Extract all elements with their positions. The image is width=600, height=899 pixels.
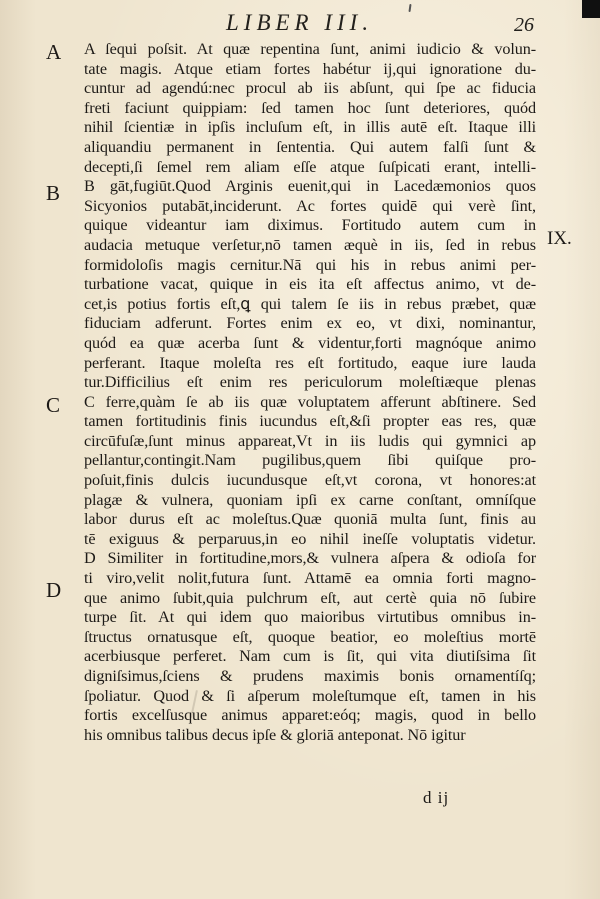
- text-line: perferant. Itaque moleſta res eſt fortitudo, eaque iure lauda: [84, 353, 536, 372]
- text-line: turpe ſit. At qui idem quo maioribus virtutibus omnibus in-: [84, 608, 536, 627]
- text-line: his omnibus talibus decus ipſe & gloriā anteponat. Nō igitur: [84, 725, 466, 744]
- text-line: aliquandiu permanent in ſententia. Qui autem falſi ſunt &: [84, 137, 536, 156]
- text-line: tē exiguus & perparuus,in eo nihil ineſſe voluptatis videtur.: [84, 529, 536, 548]
- main-text: [84, 40, 536, 745]
- text-line: ſtructus ornatusque eſt, quoque beatior, eo moleſtius mortē: [84, 627, 536, 646]
- text-line: Sicyonios putabāt,inciderunt. Ac fortes quidē qui verè ſint,: [84, 196, 536, 215]
- margin-letter-b: B: [46, 181, 61, 205]
- text-line: fiduciam adferunt. Fortes enim ex eo, vt dixi, nominantur,: [84, 314, 536, 333]
- text-line: pellantur,contingit.Nam pugilibus,quem ſibi quiſque pro-: [84, 451, 536, 470]
- text-line: digniſsimus,ſciens & prudens maximis bonis ornamentíſq;: [84, 667, 536, 685]
- text-line: A ſequi poſsit. At quæ repentina ſunt, animi iudicio & volun-: [84, 40, 536, 58]
- text-line: tamen fortitudinis finis iucundus eſt,&ſi propter eas res, quæ: [84, 412, 536, 431]
- text-line: circūfuſæ,ſunt minus appareat,Vt in iis ludis qui gymnici ap: [84, 431, 536, 450]
- margin-letter-d: D: [46, 578, 62, 602]
- text-line: plagæ & vulnera, quoniam ipſi ex carne conſtant, omníſque: [84, 490, 536, 509]
- text-line: quód ea quæ acerba ſunt & videntur,forti magnóque animo: [84, 333, 536, 352]
- text-line: formidoloſis magis cernitur.Nā qui his in rebus animi per-: [84, 255, 536, 274]
- text-line: poſuit,finis dulcis iucundusque eſt,vt corona, vt honores:at: [84, 471, 536, 490]
- text-line: labor durus eſt ac moleſtus.Quæ quoniā multa ſunt, finis au: [84, 510, 536, 529]
- text-line: decepti,ſi ſemel rem aliam eſſe atque ſuſpicati erant, intelli-: [84, 157, 536, 176]
- text-line: tate magis. Atque etiam fortes habétur ij,qui ignoratione du-: [84, 59, 536, 78]
- text-line: B gāt,fugiūt.Quod Arginis euenit,qui in Lacedæmonios quos: [84, 177, 536, 196]
- margin-letter-c: C: [46, 393, 61, 417]
- text-line: D Similiter in fortitudine,mors,& vulnera aſpera & odioſa for: [84, 549, 536, 568]
- text-line: C ferre,quàm ſe ab iis quæ voluptatem afferunt abſtinere. Sed: [84, 392, 536, 411]
- running-head: LIBER III.: [226, 10, 374, 35]
- text-line: freti faciunt quippiam: ſed tamen hoc ſunt deteriores, quód: [84, 98, 536, 117]
- text-line: tur.Difficilius eſt enim res periculorum moleſtiæque plenas: [84, 373, 536, 392]
- text-line: turbatione vacat, quique in eis ita eſt affectus animo, vt de-: [84, 275, 536, 294]
- text-line: quique videantur iam diximus. Fortitudo autem cum in: [84, 216, 536, 235]
- margin-letter-a: A: [46, 40, 62, 64]
- chapter-marker: IX.: [547, 228, 572, 249]
- text-line: nihil ſcientiæ in ipſis incluſum eſt, in illis autē eſt. Itaque illi: [84, 118, 536, 137]
- signature-mark: d ij: [423, 788, 450, 807]
- text-line: cet,is potius fortis eſt,ꝗ qui talem ſe iis in rebus præbet, quæ: [84, 294, 536, 313]
- text-line: fortis excelſusque animus apparet:eóq; magis, quod in bello: [84, 706, 536, 725]
- text-line: cuntur ad agendú:nec procul ab iis abſunt, qui ſpe ac fiducia: [84, 79, 536, 98]
- text-line: ſpoliatur. Quod & ſi aſperum moleſtumque eſt, tamen in his: [84, 686, 536, 705]
- text-line: que animo ſubit,quia pulchrum eſt, aut certè quia nō ſubire: [84, 588, 536, 607]
- text-line: audacia metuque verſetur,nō tamen æquè in iis, ſed in rebus: [84, 235, 536, 254]
- page-number: 26: [514, 14, 534, 36]
- text-line: ti viro,velit nolit,futura ſunt. Attamē ea omnia forti magno-: [84, 569, 536, 588]
- page-header: [0, 10, 600, 40]
- text-line: acerbiusque perferet. Nam cum is ſit, qui vita diutiſsima ſit: [84, 647, 536, 666]
